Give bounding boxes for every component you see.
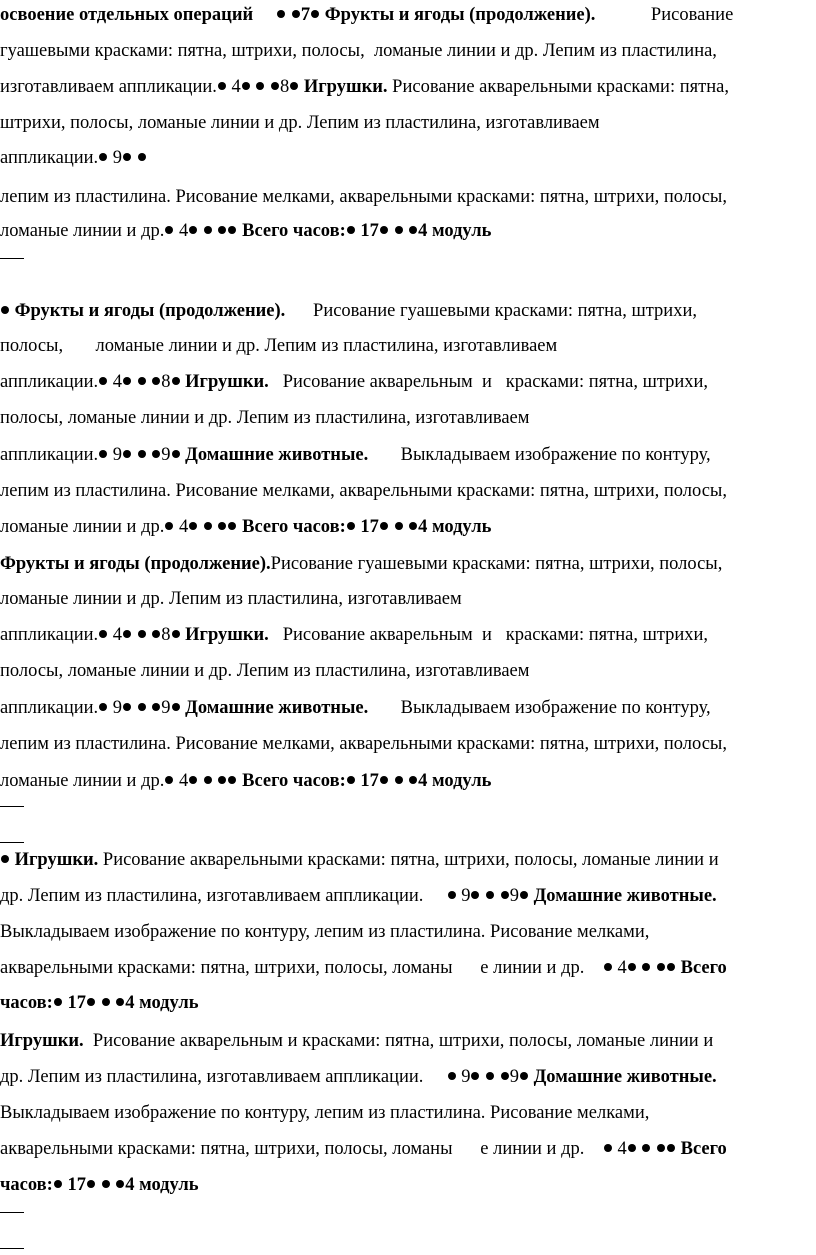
topic-title: Домашние животные.	[533, 1067, 717, 1087]
bullet-icon	[642, 963, 650, 971]
bullet-icon	[395, 522, 403, 530]
bullet-icon	[409, 522, 417, 530]
module-label: 4 модуль	[125, 1175, 199, 1195]
text-line	[0, 0, 816, 30]
bullet-icon	[54, 998, 62, 1006]
bullet-icon	[228, 776, 236, 784]
bullet-icon	[99, 703, 107, 711]
bullet-icon	[138, 153, 146, 161]
bullet-icon	[54, 1180, 62, 1188]
topic-title: Домашние животные.	[533, 886, 717, 906]
bullet-icon	[604, 963, 612, 971]
bullet-icon	[138, 703, 146, 711]
topic-title: Фрукты и ягоды (продолжение).	[0, 554, 271, 574]
bullet-icon	[218, 776, 226, 784]
bullet-icon	[102, 998, 110, 1006]
text-run: др. Лепим из пластилина, изготавливаем аппликации.	[0, 886, 424, 906]
topic-title: Фрукты и ягоды (продолжение).	[324, 5, 596, 25]
text-run: Рисование акварельным и красками: пятна, штрихи, полосы, ломаные линии и	[92, 1031, 714, 1051]
text-run: аппликации.	[0, 372, 99, 392]
number: 4	[178, 221, 189, 241]
bullet-icon	[138, 377, 146, 385]
topic-title: Домашние животные.	[185, 698, 369, 718]
bullet-icon	[520, 1072, 528, 1080]
topic-title: Игрушки.	[185, 372, 269, 392]
number: 9	[112, 445, 123, 465]
total-label: часов:	[0, 993, 53, 1013]
bullet-icon	[409, 226, 417, 234]
total-label: Всего часов:	[242, 221, 346, 241]
bullet-icon	[123, 377, 131, 385]
bullet-icon	[204, 776, 212, 784]
separator-rule	[0, 1212, 24, 1213]
bullet-icon	[204, 522, 212, 530]
bullet-icon	[486, 891, 494, 899]
bullet-icon	[628, 963, 636, 971]
number: 4	[231, 77, 241, 97]
bullet-icon	[256, 82, 264, 90]
number: 4	[178, 771, 189, 791]
module-label: 4 модуль	[125, 993, 199, 1013]
bullet-icon	[380, 522, 388, 530]
total-label: Всего	[680, 1139, 727, 1159]
text-line: полосы, ломаные линии и др. Лепим из пластилина, изготавливаем	[0, 408, 530, 428]
text-line: лепим из пластилина. Рисование мелками, акварельными красками: пятна, штрихи, полосы,	[0, 481, 727, 501]
bullet-icon	[471, 891, 479, 899]
bullet-icon	[657, 1144, 665, 1152]
bullet-icon	[409, 776, 417, 784]
separator-rule	[0, 806, 24, 807]
number: 8	[280, 77, 290, 97]
bullet-icon	[99, 377, 107, 385]
bullet-icon	[395, 776, 403, 784]
number: 9	[509, 886, 519, 906]
text-run: ломаные линии и др.	[0, 771, 165, 791]
text-line	[0, 549, 816, 579]
text-run: Рисование	[650, 5, 734, 25]
bullet-icon	[667, 1144, 675, 1152]
bullet-icon	[271, 82, 279, 90]
bullet-icon	[228, 522, 236, 530]
separator-rule	[0, 258, 24, 259]
module-label: 4 модуль	[418, 517, 492, 537]
text-line	[0, 143, 816, 173]
bullet-icon	[628, 1144, 636, 1152]
bullet-icon	[189, 226, 197, 234]
separator-rule	[0, 842, 24, 843]
bullet-icon	[1, 306, 9, 314]
text-run: аппликации.	[0, 625, 99, 645]
text-line	[0, 881, 816, 911]
text-line	[0, 988, 816, 1018]
text-line	[0, 1170, 816, 1200]
bullet-icon	[218, 522, 226, 530]
module-label: 4 модуль	[418, 771, 492, 791]
bullet-icon	[1, 855, 9, 863]
bullet-icon	[277, 10, 285, 18]
text-line: лепим из пластилина. Рисование мелками, акварельными красками: пятна, штрихи, полосы,	[0, 734, 727, 754]
bullet-icon	[172, 703, 180, 711]
bullet-icon	[99, 450, 107, 458]
bullet-icon	[642, 1144, 650, 1152]
bullet-icon	[347, 522, 355, 530]
topic-title: Домашние животные.	[185, 445, 369, 465]
text-line	[0, 1062, 816, 1092]
text-line: полосы, ломаные линии и др. Лепим из пластилина, изготавливаем	[0, 661, 530, 681]
module-label: 4 модуль	[418, 221, 492, 241]
bullet-icon	[311, 10, 319, 18]
text-line	[0, 72, 816, 102]
number: 17	[67, 1175, 86, 1195]
total-label: Всего часов:	[242, 517, 346, 537]
bullet-icon	[395, 226, 403, 234]
bullet-icon	[520, 891, 528, 899]
number: 4	[112, 372, 123, 392]
text-line	[0, 693, 816, 723]
bullet-icon	[380, 226, 388, 234]
text-run: ломаные линии и др.	[0, 221, 165, 241]
total-label: часов:	[0, 1175, 53, 1195]
text-line	[0, 953, 816, 983]
text-line: лепим из пластилина. Рисование мелками, акварельными красками: пятна, штрихи, полосы,	[0, 187, 727, 207]
bullet-icon	[99, 153, 107, 161]
total-label: Всего	[680, 958, 727, 978]
bullet-icon	[471, 1072, 479, 1080]
bullet-icon	[228, 226, 236, 234]
text-run: ломаные линии и др.	[0, 517, 165, 537]
bullet-icon	[292, 10, 300, 18]
number: 8	[161, 625, 171, 645]
text-run: акварельными красками: пятна, штрихи, полосы, ломаны е линии и др.	[0, 1139, 585, 1159]
bullet-icon	[123, 153, 131, 161]
number: 17	[360, 771, 379, 791]
topic-title: Игрушки.	[185, 625, 269, 645]
topic-title: Игрушки.	[14, 850, 99, 870]
text-run: Рисование акварельными красками: пятна, штрихи, полосы, ломаные линии и	[102, 850, 719, 870]
bullet-icon	[123, 450, 131, 458]
number: 4	[112, 625, 123, 645]
number: 17	[67, 993, 86, 1013]
bullet-icon	[152, 450, 160, 458]
text-run: Рисование акварельным и красками: пятна, штрихи,	[282, 625, 709, 645]
number: 8	[161, 372, 171, 392]
bullet-icon	[165, 776, 173, 784]
bullet-icon	[152, 703, 160, 711]
text-line	[0, 367, 816, 397]
bullet-icon	[290, 82, 298, 90]
text-run: Рисование гуашевыми красками: пятна, штрихи, полосы,	[270, 554, 723, 574]
bullet-icon	[138, 630, 146, 638]
text-run: изготавливаем аппликации.	[0, 77, 217, 97]
bullet-icon	[189, 522, 197, 530]
bold-heading: освоение отдельных операций	[0, 5, 254, 25]
separator-rule	[0, 1248, 24, 1249]
text-run: Рисование акварельными красками: пятна,	[392, 77, 729, 97]
text-run: аппликации.	[0, 445, 99, 465]
text-line: Выкладываем изображение по контуру, лепим из пластилина. Рисование мелками,	[0, 922, 650, 942]
number: 9	[112, 148, 123, 168]
number: 9	[161, 698, 171, 718]
bullet-icon	[657, 963, 665, 971]
bullet-icon	[501, 891, 509, 899]
bullet-icon	[380, 776, 388, 784]
number: 9	[112, 698, 123, 718]
bullet-icon	[347, 226, 355, 234]
number: 7	[300, 5, 311, 25]
topic-title: Игрушки.	[0, 1031, 84, 1051]
number: 9	[509, 1067, 519, 1087]
bullet-icon	[123, 630, 131, 638]
bullet-icon	[152, 377, 160, 385]
text-line: полосы, ломаные линии и др. Лепим из пластилина, изготавливаем	[0, 336, 558, 356]
text-run: др. Лепим из пластилина, изготавливаем аппликации.	[0, 1067, 424, 1087]
text-line	[0, 766, 816, 796]
bullet-icon	[87, 998, 95, 1006]
bullet-icon	[172, 450, 180, 458]
text-run: Рисование акварельным и красками: пятна, штрихи,	[282, 372, 709, 392]
text-run: Выкладываем изображение по контуру,	[400, 445, 711, 465]
number: 9	[461, 1067, 471, 1087]
text-run: акварельными красками: пятна, штрихи, полосы, ломаны е линии и др.	[0, 958, 585, 978]
text-line	[0, 1026, 816, 1056]
text-line: штрихи, полосы, ломаные линии и др. Лепим из пластилина, изготавливаем	[0, 113, 600, 133]
bullet-icon	[116, 998, 124, 1006]
number: 17	[360, 517, 379, 537]
bullet-icon	[102, 1180, 110, 1188]
bullet-icon	[138, 450, 146, 458]
bullet-icon	[123, 703, 131, 711]
bullet-icon	[99, 630, 107, 638]
bullet-icon	[204, 226, 212, 234]
text-run: Выкладываем изображение по контуру,	[400, 698, 711, 718]
text-run: аппликации.	[0, 698, 99, 718]
bullet-icon	[501, 1072, 509, 1080]
bullet-icon	[242, 82, 250, 90]
text-line: Выкладываем изображение по контуру, лепим из пластилина. Рисование мелками,	[0, 1103, 650, 1123]
text-run: Рисование гуашевыми красками: пятна, штрихи,	[313, 301, 697, 321]
bullet-icon	[486, 1072, 494, 1080]
bullet-icon	[172, 630, 180, 638]
total-label: Всего часов:	[242, 771, 346, 791]
bullet-icon	[189, 776, 197, 784]
bullet-icon	[165, 226, 173, 234]
topic-title: Игрушки.	[303, 77, 388, 97]
text-line	[0, 440, 816, 470]
bullet-icon	[604, 1144, 612, 1152]
bullet-icon	[218, 226, 226, 234]
bullet-icon	[152, 630, 160, 638]
text-line	[0, 620, 816, 650]
number: 9	[161, 445, 171, 465]
text-line: ломаные линии и др. Лепим из пластилина, изготавливаем	[0, 589, 462, 609]
text-line: гуашевыми красками: пятна, штрихи, полосы, ломаные линии и др. Лепим из пластилина,	[0, 41, 717, 61]
bullet-icon	[347, 776, 355, 784]
text-line	[0, 845, 816, 875]
text-line	[0, 216, 816, 246]
text-line	[0, 1134, 816, 1164]
topic-title: Фрукты и ягоды (продолжение).	[14, 301, 286, 321]
number: 4	[617, 958, 627, 978]
bullet-icon	[448, 891, 456, 899]
bullet-icon	[667, 963, 675, 971]
bullet-icon	[448, 1072, 456, 1080]
text-line	[0, 296, 816, 326]
number: 4	[617, 1139, 627, 1159]
text-run: аппликации.	[0, 148, 99, 168]
bullet-icon	[172, 377, 180, 385]
number: 17	[360, 221, 379, 241]
bullet-icon	[218, 82, 226, 90]
bullet-icon	[165, 522, 173, 530]
number: 4	[178, 517, 189, 537]
number: 9	[461, 886, 471, 906]
bullet-icon	[116, 1180, 124, 1188]
bullet-icon	[87, 1180, 95, 1188]
text-line	[0, 512, 816, 542]
